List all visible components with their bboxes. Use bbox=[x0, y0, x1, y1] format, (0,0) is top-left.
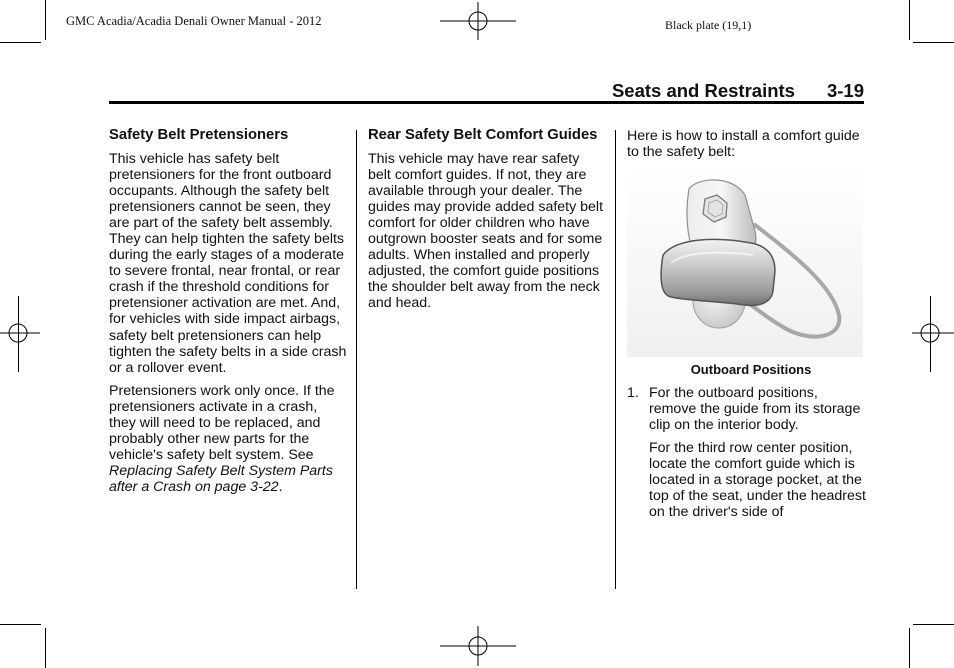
crop-mark-bl-h bbox=[0, 624, 41, 625]
crop-mark-tl-h bbox=[0, 42, 41, 43]
comfort-guides-paragraph: This vehicle may have rear safety belt comfort guides. If not, they are available through your dealer. The guides may provide added safety belt comfort for older children who have outgrown booster seats and for some adults. When installed and properly adjusted, the comfort guide positions the shoulder belt away from the neck and head. bbox=[368, 151, 604, 312]
registration-mark-right-icon bbox=[912, 313, 954, 353]
figure-caption: Outboard Positions bbox=[690, 362, 812, 377]
crop-mark-tl-v bbox=[45, 0, 46, 40]
registration-mark-top-icon bbox=[440, 0, 516, 42]
comfort-guide-pad bbox=[661, 239, 775, 305]
crop-mark-tr-h bbox=[913, 42, 954, 43]
pretensioners-heading: Safety Belt Pretensioners bbox=[109, 127, 289, 143]
replacing-parts-link[interactable]: Replacing Safety Belt System Parts after a Crash on page 3-22 bbox=[109, 462, 333, 495]
section-heading bbox=[0, 80, 864, 102]
step-text: For the outboard positions, remove the guide from its storage clip on the interior body. bbox=[649, 385, 861, 434]
crop-mark-tr-v bbox=[909, 0, 910, 40]
registration-mark-bottom-icon bbox=[440, 626, 516, 668]
page-number: 3-19 bbox=[826, 80, 864, 101]
column-comfort-guides bbox=[368, 127, 606, 318]
list-item bbox=[627, 440, 867, 520]
install-intro: Here is how to install a comfort guide to the safety belt: bbox=[627, 128, 860, 161]
header-rule bbox=[109, 101, 864, 104]
pretensioners-paragraph-2-text: Pretensioners work only once. If the pretensioners activate in a crash, they will need to be replaced, and probably other new parts for the vehicle's safety belt system. See bbox=[109, 382, 335, 463]
comfort-guide-illustration bbox=[627, 167, 863, 357]
step-continuation: For the third row center position, locate the comfort guide which is located in a storage pocket, at the top of the seat, under the headrest on the driver's side of bbox=[649, 440, 866, 521]
manual-title: GMC Acadia/Acadia Denali Owner Manual - 2012 bbox=[66, 14, 322, 28]
comfort-guides-heading: Rear Safety Belt Comfort Guides bbox=[368, 127, 598, 143]
column-pretensioners bbox=[109, 127, 347, 502]
pretensioners-paragraph-2 bbox=[109, 383, 347, 495]
crop-mark-bl-v bbox=[45, 628, 46, 668]
step-number: 1. bbox=[627, 385, 639, 401]
column-install bbox=[627, 128, 865, 167]
pretensioners-paragraph-1: This vehicle has safety belt pretensioners for the front outboard occupants. Although the safety belt pretensioners cannot be seen, they are part of the safety belt assembly. They can help tighten the safety belts during the early stages of a moderate to severe frontal, near frontal, or rear crash if the threshold conditions for pretensioner activation are met. And, for vehicles with side impact airbags, safety belt pretensioners can help tighten the safety belts in a side crash or a rollover event. bbox=[109, 151, 347, 376]
crop-mark-br-v bbox=[909, 628, 910, 668]
section-title: Seats and Restraints bbox=[611, 80, 795, 101]
list-item bbox=[627, 385, 867, 433]
crop-mark-br-h bbox=[913, 624, 954, 625]
column-divider-1 bbox=[356, 130, 357, 589]
pretensioners-paragraph-2-end: . bbox=[278, 478, 283, 495]
plate-label: Black plate (19,1) bbox=[665, 18, 752, 32]
registration-mark-left-icon bbox=[0, 313, 40, 353]
column-divider-2 bbox=[615, 130, 616, 589]
install-steps bbox=[627, 385, 867, 527]
